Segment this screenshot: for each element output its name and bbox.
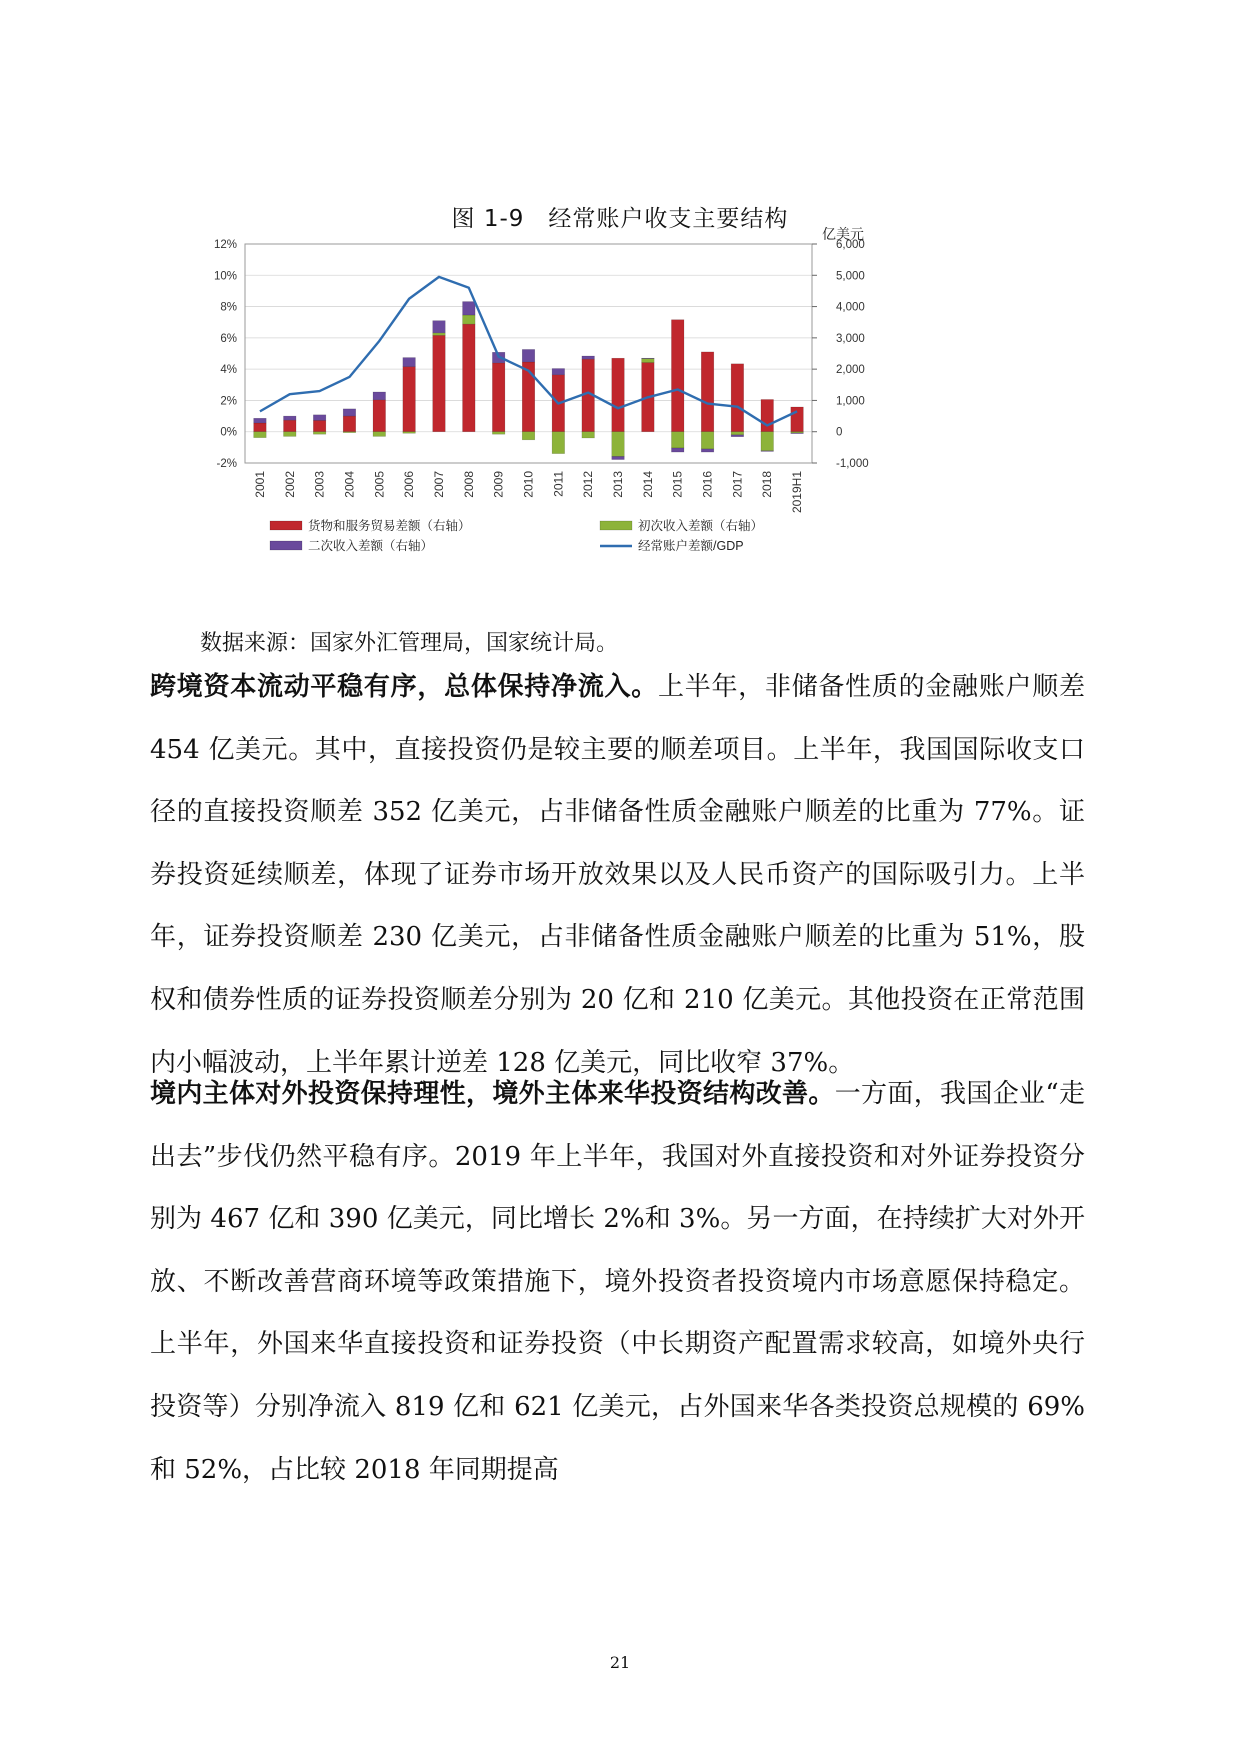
legend-label: 初次收入差额（右轴） — [638, 519, 764, 533]
paragraph-capital-flow — [150, 656, 1085, 1094]
legend-label: 货物和服务贸易差额（右轴） — [308, 519, 471, 533]
paragraph-lead: 境内主体对外投资保持理性，境外主体来华投资结构改善。 — [150, 1079, 835, 1109]
paragraph-body: 一方面，我国企业“走出去”步伐仍然平稳有序。2019 年上半年，我国对外直接投资和对外证券投资分别为 467 亿和 390 亿美元，同比增长 2%和 3%。另一方面，在持续扩大对外开放、不断改善营商环境等政策措施下，境外投资者投资境内市场意愿保持稳定。上半年，外国来华直接投资和证券投资（中长期资产配置需求较高，如境外央行投资等）分别净流入 819 亿和 621 亿美元，占外国来华各类投资总规模的 69%和 52%，占比较 2018 年同期提高 — [150, 1079, 1085, 1485]
category-label: 2017 — [730, 471, 745, 498]
bar-2003 — [313, 415, 326, 421]
bar-2011 — [552, 432, 565, 454]
paragraph-lead: 跨境资本流动平稳有序，总体保持净流入。 — [150, 672, 658, 702]
bar-2017 — [731, 432, 744, 435]
right-tick-label: 0 — [836, 426, 843, 439]
bar-2006 — [403, 367, 416, 432]
bar-2016 — [701, 432, 714, 449]
bar-2011 — [552, 369, 565, 375]
category-label: 2002 — [282, 471, 297, 498]
bar-2004 — [343, 432, 356, 433]
right-tick-label: -1,000 — [836, 458, 869, 470]
bar-2008 — [463, 324, 476, 432]
bar-2015 — [671, 432, 684, 448]
bar-2015 — [671, 448, 684, 452]
legend-swatch — [270, 541, 302, 550]
category-label: 2011 — [551, 471, 566, 497]
left-tick-label: 2% — [220, 395, 237, 408]
category-label: 2001 — [252, 471, 267, 498]
category-label: 2003 — [312, 471, 327, 498]
figure-title: 图 1-9 经常账户收支主要结构 — [451, 206, 789, 232]
bar-2009 — [492, 432, 505, 435]
bar-2003 — [313, 420, 326, 431]
bar-2013 — [612, 456, 625, 459]
page-number: 21 — [609, 1653, 631, 1672]
legend-label: 二次收入差额（右轴） — [308, 539, 434, 553]
bar-2007 — [433, 335, 446, 431]
category-label: 2005 — [372, 471, 387, 498]
bar-2019H1 — [791, 433, 804, 434]
bar-2014 — [642, 359, 655, 363]
right-axis-unit: 亿美元 — [822, 226, 864, 242]
bar-2005 — [373, 400, 386, 432]
category-label: 2019H1 — [790, 471, 805, 514]
paragraph-body: 上半年，非储备性质的金融账户顺差 454 亿美元。其中，直接投资仍是较主要的顺差项目。上半年，我国国际收支口径的直接投资顺差 352 亿美元，占非储备性质金融账户顺差的比重为 77%。证券投资延续顺差，体现了证券市场开放效果以及人民币资产的国际吸引力。上半年，证券投资顺差 230 亿美元，占非储备性质金融账户顺差的比重为 51%，股权和债券性质的证券投资顺差分别为 20 亿和 210 亿美元。其他投资在正常范围内小幅波动，上半年累计逆差 128 亿美元，同比收窄 37%。 — [150, 672, 1085, 1078]
left-tick-label: 4% — [220, 364, 237, 377]
bar-2013 — [612, 358, 625, 432]
bar-2017 — [731, 364, 744, 432]
category-label: 2013 — [611, 471, 626, 498]
bar-2004 — [343, 416, 356, 432]
bar-2018 — [761, 451, 774, 452]
bar-2017 — [731, 435, 744, 437]
bar-2018 — [761, 399, 774, 431]
category-label: 2012 — [581, 471, 596, 498]
legend-label: 经常账户差额/GDP — [638, 539, 744, 553]
bar-2018 — [761, 432, 774, 451]
bar-2008 — [463, 315, 476, 324]
bar-2015 — [671, 320, 684, 432]
left-tick-label: 12% — [213, 239, 237, 251]
category-label: 2007 — [431, 471, 446, 498]
category-label: 2004 — [342, 471, 357, 498]
bar-2007 — [433, 333, 446, 336]
category-label: 2015 — [670, 471, 685, 498]
category-label: 2009 — [491, 471, 506, 498]
bar-2008 — [463, 302, 476, 315]
right-tick-label: 6,000 — [836, 239, 865, 251]
category-label: 2006 — [402, 471, 417, 498]
bar-2012 — [582, 356, 595, 359]
legend-swatch — [270, 521, 302, 530]
right-tick-label: 3,000 — [836, 332, 865, 345]
bar-2001 — [254, 423, 267, 432]
data-source: 数据来源：国家外汇管理局，国家统计局。 — [200, 631, 619, 656]
bar-2007 — [433, 321, 446, 333]
bar-2004 — [343, 409, 356, 416]
right-tick-label: 4,000 — [836, 301, 865, 314]
bar-2010 — [522, 349, 535, 362]
bar-2012 — [582, 432, 595, 438]
bar-2005 — [373, 432, 386, 437]
bar-2016 — [701, 449, 714, 452]
legend-swatch — [600, 521, 632, 530]
bar-2019H1 — [791, 407, 804, 432]
right-tick-label: 5,000 — [836, 270, 865, 283]
bar-2010 — [522, 432, 535, 440]
category-label: 2018 — [760, 471, 775, 498]
bar-2002 — [283, 432, 296, 437]
current-account-chart — [200, 226, 1000, 614]
left-tick-label: 10% — [213, 270, 237, 283]
bar-2002 — [283, 416, 296, 420]
bar-2014 — [642, 358, 655, 359]
paragraph-investment — [150, 1063, 1085, 1501]
category-label: 2016 — [700, 471, 715, 498]
bar-2013 — [612, 432, 625, 457]
left-tick-label: 0% — [220, 426, 237, 439]
bar-2005 — [373, 392, 386, 400]
category-label: 2010 — [521, 471, 536, 498]
left-tick-label: -2% — [216, 458, 237, 470]
bar-2016 — [701, 352, 714, 432]
right-tick-label: 2,000 — [836, 364, 865, 377]
category-label: 2014 — [640, 471, 655, 498]
bar-2006 — [403, 432, 416, 434]
left-tick-label: 6% — [220, 332, 237, 345]
right-tick-label: 1,000 — [836, 395, 865, 408]
category-label: 2008 — [461, 471, 476, 498]
bar-2001 — [254, 418, 267, 423]
bar-2006 — [403, 358, 416, 367]
bar-2002 — [283, 420, 296, 432]
bar-2009 — [492, 363, 505, 432]
bar-2001 — [254, 432, 267, 438]
bar-2003 — [313, 432, 326, 435]
left-tick-label: 8% — [220, 301, 237, 314]
